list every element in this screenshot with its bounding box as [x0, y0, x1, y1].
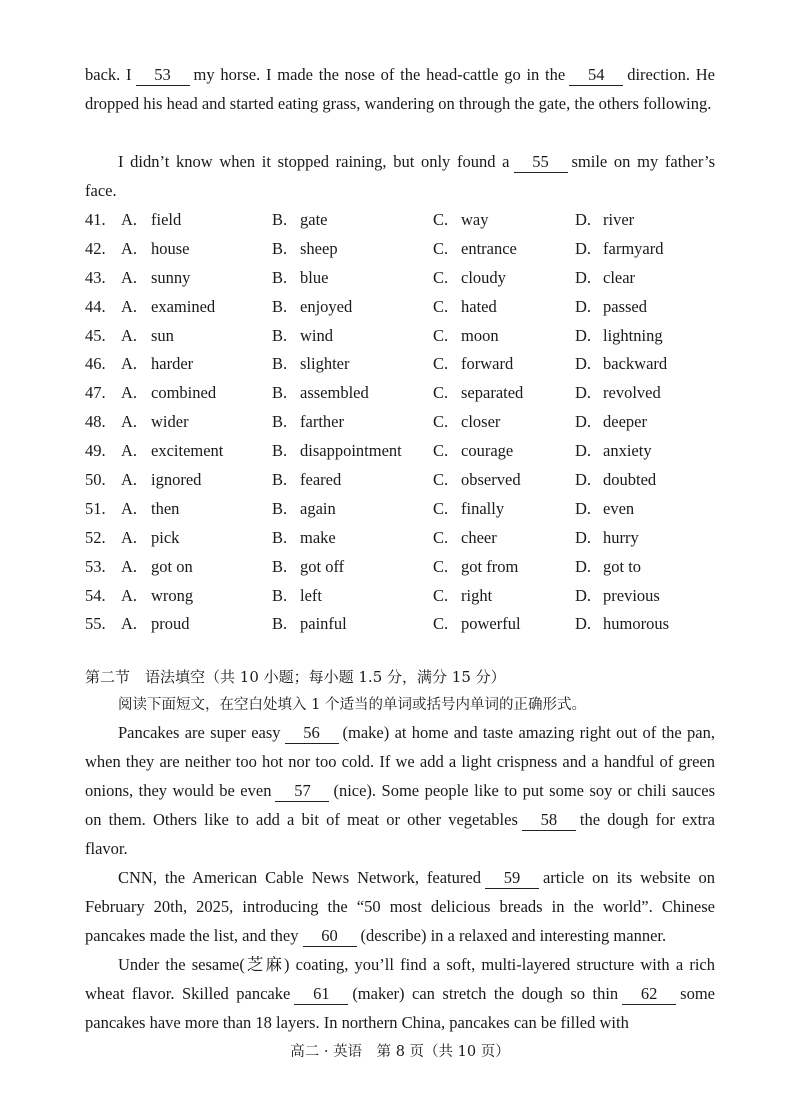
option-row [85, 235, 725, 264]
text: (maker) can stretch the dough so thin [352, 984, 619, 1003]
option-row [85, 582, 725, 611]
option-letter: C. [433, 267, 449, 287]
option-letter: C. [433, 383, 449, 403]
option-letter: D. [575, 556, 592, 576]
option-text: revolved [603, 383, 661, 403]
option-text: hated [461, 296, 497, 316]
option-text: sun [151, 325, 174, 345]
option-text: separated [461, 383, 524, 403]
option-letter: B. [272, 325, 288, 345]
question-number: 41. [85, 210, 106, 229]
text: the dough for extra flavor. [85, 810, 716, 858]
grammar-paragraph [85, 950, 715, 1037]
text: I didn’t know when it stopped raining, but only found a [118, 152, 510, 171]
section-instruction: 阅读下面短文，在空白处填入 1 个适当的单词或括号内单词的正确形式。 [118, 697, 586, 713]
option-letter: B. [272, 412, 288, 432]
option-text: excitement [151, 441, 224, 461]
question-number: 48. [85, 412, 106, 432]
option-row [85, 437, 725, 466]
option-text: passed [603, 296, 647, 316]
text: CNN, the American Cable News Network, featured [118, 868, 481, 887]
option-row [85, 495, 725, 524]
text: direction. He dropped his head and started eating grass, wandering on through the gate, the others following. [85, 65, 715, 113]
section-title: 第二节 语法填空（共 10 小题；每小题 1.5 分，满分 15 分） [85, 668, 506, 686]
blank-59: 59 [485, 868, 539, 889]
question-number: 55. [85, 614, 106, 634]
grammar-paragraph [85, 718, 715, 863]
option-text: proud [151, 614, 190, 634]
option-text: assembled [300, 383, 369, 403]
option-text: feared [300, 470, 342, 490]
option-letter: D. [575, 325, 592, 345]
option-text: even [603, 498, 635, 518]
option-text: ignored [151, 470, 202, 490]
option-text: doubted [603, 470, 657, 490]
options-list [85, 206, 725, 639]
question-number: 44. [85, 296, 106, 316]
blank-62: 62 [622, 984, 676, 1005]
passage-paragraph [85, 147, 715, 205]
option-text: cloudy [461, 267, 506, 287]
option-letter: D. [575, 614, 592, 634]
option-letter: A. [121, 614, 138, 634]
option-row [85, 379, 725, 408]
option-text: harder [151, 354, 194, 374]
option-text: enjoyed [300, 296, 353, 316]
option-letter: C. [433, 441, 449, 461]
option-letter: A. [121, 412, 138, 432]
text: article on its website on February 20th, 2025, introducing the “50 most delicious breads in the world”. Chinese pancakes made the list, and they [85, 868, 715, 945]
option-text: blue [300, 267, 329, 287]
option-row [85, 610, 725, 639]
option-letter: D. [575, 527, 592, 547]
question-number: 52. [85, 527, 106, 547]
option-text: right [461, 585, 493, 605]
option-letter: C. [433, 527, 449, 547]
option-letter: A. [121, 527, 138, 547]
option-letter: C. [433, 296, 449, 316]
option-letter: B. [272, 210, 288, 229]
option-letter: C. [433, 412, 449, 432]
option-text: farther [300, 412, 344, 432]
blank-56: 56 [285, 723, 339, 744]
text: (make) at home and taste amazing right out of the pan, when they are neither too hot nor too cold. If we add a light crispness and a handful of green onions, they would be even [85, 723, 715, 800]
option-letter: C. [433, 210, 449, 229]
option-text: moon [461, 325, 499, 345]
blank-58: 58 [522, 810, 576, 831]
option-text: combined [151, 383, 217, 403]
option-letter: B. [272, 498, 288, 518]
question-number: 53. [85, 556, 106, 576]
option-letter: B. [272, 238, 288, 258]
option-letter: C. [433, 614, 449, 634]
blank-57: 57 [275, 781, 329, 802]
option-row [85, 293, 725, 322]
option-text: field [151, 210, 182, 229]
blank-54: 54 [569, 65, 623, 86]
blank-60: 60 [303, 926, 357, 947]
option-letter: C. [433, 585, 449, 605]
text: (nice). Some people like to put some soy or chili sauces on them. Others like to add a bit of meat or other vegetables [85, 781, 715, 829]
option-letter: D. [575, 210, 592, 229]
option-row [85, 264, 725, 293]
page-footer: 高二 · 英语 第 8 页（共 10 页） [290, 1044, 510, 1060]
option-letter: A. [121, 354, 138, 374]
option-letter: A. [121, 470, 138, 490]
option-letter: D. [575, 296, 592, 316]
option-text: sheep [300, 238, 338, 258]
option-letter: B. [272, 470, 288, 490]
option-text: clear [603, 267, 636, 287]
option-letter: A. [121, 498, 138, 518]
option-text: farmyard [603, 238, 664, 258]
option-letter: D. [575, 498, 592, 518]
text: smile on my father’s face. [85, 152, 715, 200]
option-text: wind [300, 325, 333, 345]
option-letter: B. [272, 527, 288, 547]
option-letter: C. [433, 498, 449, 518]
question-number: 47. [85, 383, 106, 403]
option-text: again [300, 498, 336, 518]
option-letter: D. [575, 470, 592, 490]
option-letter: C. [433, 354, 449, 374]
option-letter: D. [575, 441, 592, 461]
option-letter: B. [272, 354, 288, 374]
option-text: backward [603, 354, 668, 374]
option-text: humorous [603, 614, 669, 634]
text: back. I [85, 65, 132, 84]
option-text: finally [461, 498, 505, 518]
option-text: closer [461, 412, 501, 432]
option-text: got to [603, 556, 642, 576]
option-text: examined [151, 296, 216, 316]
option-text: previous [603, 585, 660, 605]
option-text: gate [300, 210, 328, 229]
question-number: 43. [85, 267, 106, 287]
option-letter: A. [121, 267, 138, 287]
option-text: forward [461, 354, 514, 374]
option-text: courage [461, 441, 514, 461]
option-text: painful [300, 614, 347, 634]
option-text: got on [151, 556, 193, 576]
option-letter: C. [433, 238, 449, 258]
option-row [85, 408, 725, 437]
question-number: 51. [85, 498, 106, 518]
option-text: entrance [461, 238, 517, 258]
option-text: powerful [461, 614, 521, 634]
text: (describe) in a relaxed and interesting manner. [360, 926, 667, 945]
option-text: left [300, 585, 322, 605]
option-letter: A. [121, 441, 138, 461]
option-text: got from [461, 556, 519, 576]
question-number: 54. [85, 585, 106, 605]
option-text: way [461, 210, 489, 229]
question-number: 49. [85, 441, 106, 461]
option-letter: A. [121, 210, 138, 229]
grammar-paragraph [85, 863, 715, 950]
text: Under the sesame(芝麻) coating, you’ll find a soft, multi-layered structure with a rich wheat flavor. Skilled pancake [85, 955, 715, 1003]
option-text: anxiety [603, 441, 652, 461]
option-row [85, 350, 725, 379]
option-text: hurry [603, 527, 639, 547]
option-letter: B. [272, 441, 288, 461]
option-text: wrong [151, 585, 194, 605]
question-number: 50. [85, 470, 106, 490]
option-text: then [151, 498, 180, 518]
option-letter: D. [575, 238, 592, 258]
option-text: deeper [603, 412, 647, 432]
text: some pancakes have more than 18 layers. In northern China, pancakes can be filled with [85, 984, 715, 1032]
option-letter: B. [272, 267, 288, 287]
question-number: 42. [85, 238, 106, 258]
question-number: 45. [85, 325, 106, 345]
option-text: disappointment [300, 441, 402, 461]
option-letter: D. [575, 267, 592, 287]
option-text: river [603, 210, 635, 229]
option-text: wider [151, 412, 189, 432]
text: Pancakes are super easy [118, 723, 281, 742]
option-letter: C. [433, 556, 449, 576]
option-letter: B. [272, 296, 288, 316]
question-number: 46. [85, 354, 106, 374]
option-text: pick [151, 527, 180, 547]
option-text: lightning [603, 325, 663, 345]
option-row [85, 466, 725, 495]
option-row [85, 524, 725, 553]
option-text: slighter [300, 354, 350, 374]
blank-61: 61 [294, 984, 348, 1005]
option-letter: B. [272, 585, 288, 605]
option-text: sunny [151, 267, 191, 287]
option-letter: A. [121, 238, 138, 258]
option-letter: B. [272, 614, 288, 634]
option-text: house [151, 238, 190, 258]
option-letter: A. [121, 296, 138, 316]
option-letter: D. [575, 383, 592, 403]
option-letter: C. [433, 470, 449, 490]
option-letter: D. [575, 585, 592, 605]
blank-55: 55 [514, 152, 568, 173]
option-letter: D. [575, 412, 592, 432]
option-letter: A. [121, 383, 138, 403]
option-letter: A. [121, 556, 138, 576]
option-letter: B. [272, 383, 288, 403]
option-row [85, 553, 725, 582]
option-letter: A. [121, 325, 138, 345]
option-text: cheer [461, 527, 497, 547]
option-text: got off [300, 556, 345, 576]
option-text: observed [461, 470, 521, 490]
option-letter: A. [121, 585, 138, 605]
passage-paragraph [85, 60, 715, 118]
option-row [85, 206, 725, 235]
text: my horse. I made the nose of the head-cattle go in the [193, 65, 566, 84]
blank-53: 53 [136, 65, 190, 86]
option-row [85, 322, 725, 351]
option-letter: C. [433, 325, 449, 345]
option-letter: B. [272, 556, 288, 576]
option-letter: D. [575, 354, 592, 374]
option-text: make [300, 527, 336, 547]
